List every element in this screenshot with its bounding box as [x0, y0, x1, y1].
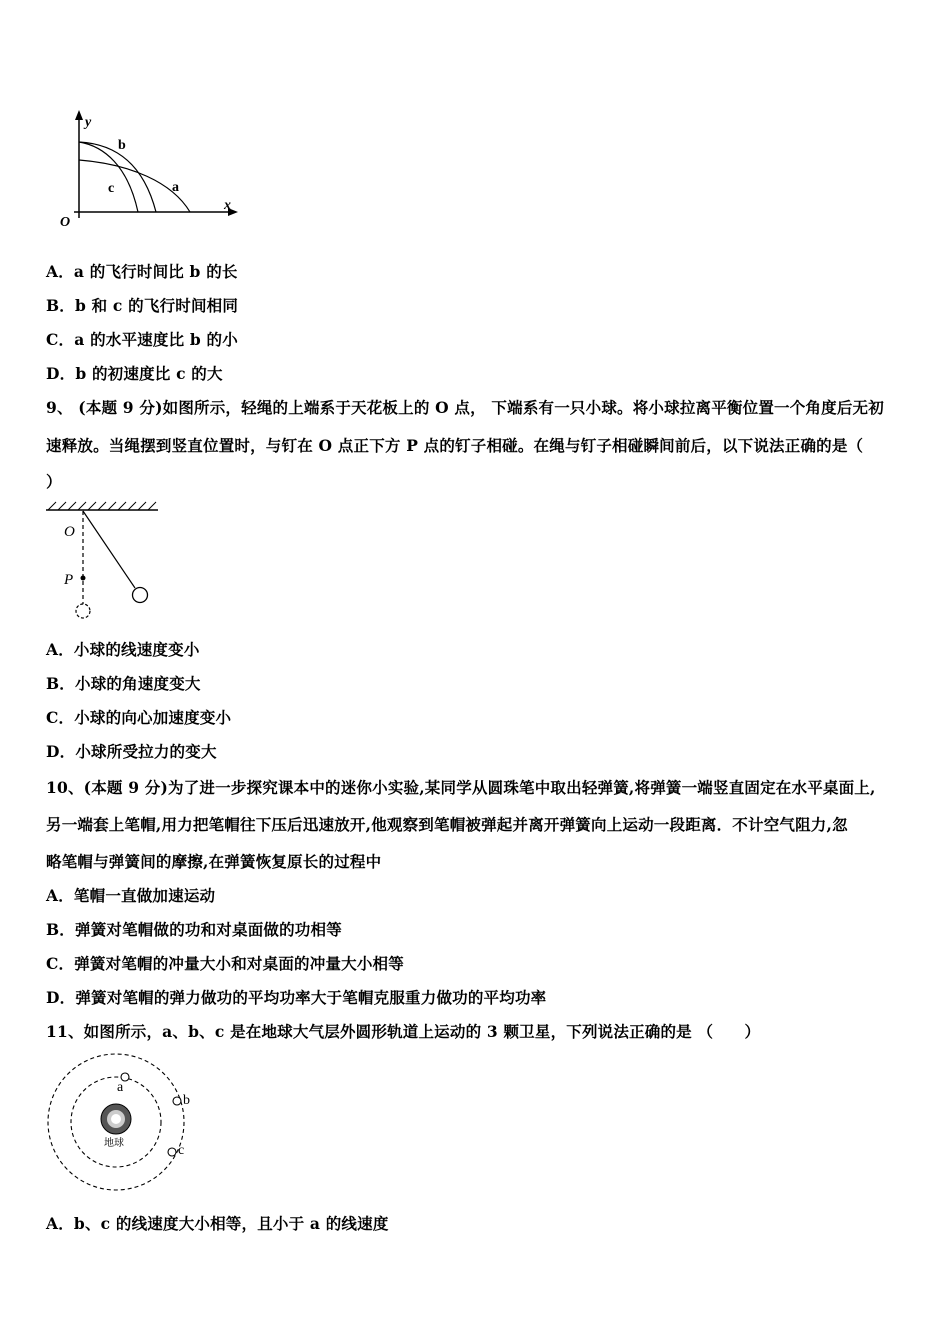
label-a: a [172, 180, 179, 195]
ball-dashed [76, 604, 90, 618]
trajectory-figure [52, 108, 242, 230]
y-label: y [85, 115, 92, 130]
x-label: x [224, 198, 231, 213]
curve-c [79, 142, 138, 212]
y-axis-arrow [75, 110, 83, 120]
q9-stem-line-1: 9、 (本题 9 分)如图所示，轻绳的上端系于天花板上的 O 点， 下端系有一只小球。将小球拉离平衡位置一个角度后无初 [46, 398, 884, 417]
q9-option-c: C．小球的向心加速度变小 [46, 708, 232, 727]
label-o: O [64, 524, 75, 540]
label-c: c [178, 1143, 185, 1158]
q10-option-b: B．弹簧对笔帽做的功和对桌面做的功相等 [46, 920, 342, 939]
q8-option-c: C．a 的水平速度比 b 的小 [46, 330, 238, 349]
earth-core [111, 1114, 121, 1124]
q8-option-b: B．b 和 c 的飞行时间相同 [46, 296, 239, 315]
ball [133, 588, 148, 603]
q9-option-b: B．小球的角速度变大 [46, 674, 201, 693]
label-c: c [108, 181, 115, 196]
q8-option-d: D．b 的初速度比 c 的大 [46, 364, 223, 383]
q8-option-a: A．a 的飞行时间比 b 的长 [46, 262, 238, 281]
pendulum-figure [44, 500, 164, 622]
q9-stem-line-2: 速释放。当绳摆到竖直位置时，与钉在 O 点正下方 P 点的钉子相碰。在绳与钉子相碰瞬间前后，以下说法正确的是（ [46, 436, 864, 455]
label-b: b [118, 138, 126, 153]
q10-stem-line-1: 10、(本题 9 分)为了进一步探究课本中的迷你小实验,某同学从圆珠笔中取出轻弹簧,将弹簧一端竖直固定在水平桌面上, [46, 778, 876, 797]
q11-stem-line-1: 11、如图所示，a、b、c 是在地球大气层外圆形轨道上运动的 3 颗卫星，下列说法正确的是 （ ） [46, 1022, 761, 1041]
q10-option-a: A．笔帽一直做加速运动 [46, 886, 216, 905]
label-p: P [64, 572, 74, 588]
q9-option-d: D．小球所受拉力的变大 [46, 742, 217, 761]
q10-option-c: C．弹簧对笔帽的冲量大小和对桌面的冲量大小相等 [46, 954, 404, 973]
peg [81, 576, 86, 581]
satellite-orbit-figure [42, 1052, 202, 1192]
earth-label: 地球 [104, 1138, 124, 1149]
satellite-c [168, 1148, 176, 1156]
label-b: b [183, 1093, 190, 1108]
q11-option-a: A．b、c 的线速度大小相等，且小于 a 的线速度 [46, 1214, 389, 1233]
label-a: a [117, 1080, 124, 1095]
q10-stem-line-2: 另一端套上笔帽,用力把笔帽往下压后迅速放开,他观察到笔帽被弹起并离开弹簧向上运动一段距离．不计空气阻力,忽 [46, 815, 848, 834]
q10-option-d: D．弹簧对笔帽的弹力做功的平均功率大于笔帽克服重力做功的平均功率 [46, 988, 547, 1007]
origin-label: O [60, 215, 71, 230]
q9-stem-line-3: ） [46, 472, 62, 491]
ceiling-hatch [48, 502, 156, 510]
q10-stem-line-3: 略笔帽与弹簧间的摩擦,在弹簧恢复原长的过程中 [46, 852, 382, 871]
rope [83, 511, 135, 588]
q9-option-a: A．小球的线速度变小 [46, 640, 200, 659]
satellite-b [173, 1097, 181, 1105]
